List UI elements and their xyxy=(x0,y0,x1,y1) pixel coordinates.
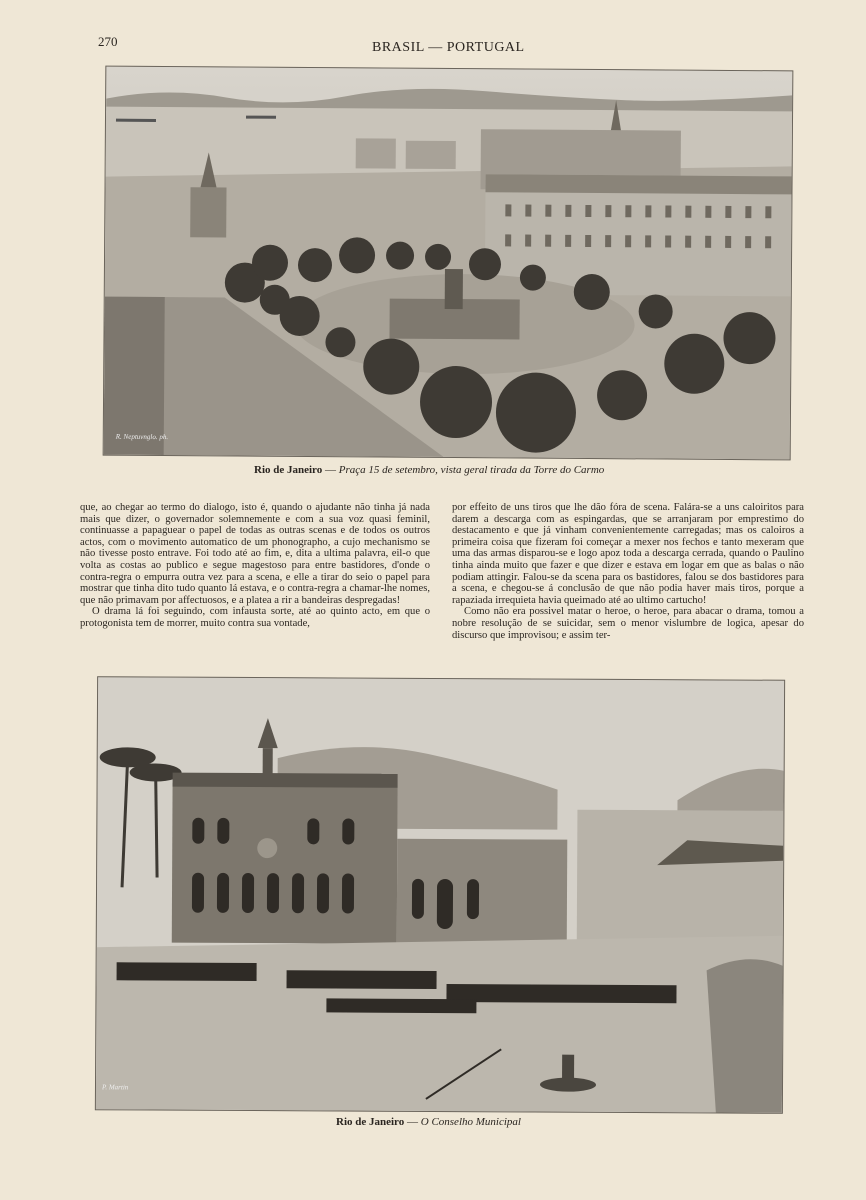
photo-signature: R. Neptuvnglo. ph. xyxy=(115,432,169,442)
caption-conselho xyxy=(336,1116,521,1128)
caption-place: Rio de Janeiro xyxy=(336,1116,405,1128)
caption-praca xyxy=(254,464,604,476)
photo-conselho-municipal xyxy=(95,676,785,1114)
article-column-left xyxy=(80,502,430,630)
running-title: BRASIL — PORTUGAL xyxy=(372,40,525,55)
photo-praca-15-de-setembro xyxy=(103,66,794,461)
paragraph: Como não era possivel matar o heroe, o heroe, para abacar o drama, tomou a nobre resolução de se suicidar, sem o menor vislumbre de logica, apesar do discurso que improvisou; e assim ter- xyxy=(452,606,804,641)
praca-illustration xyxy=(104,67,793,460)
caption-dash: — xyxy=(407,1116,421,1128)
caption-place: Rio de Janeiro xyxy=(254,464,323,476)
photo-signature: P. Martin xyxy=(101,1083,129,1092)
caption-description: Praça 15 de setembro, vista geral tirada da Torre do Carmo xyxy=(338,464,605,476)
caption-description: O Conselho Municipal xyxy=(420,1116,521,1128)
paragraph: que, ao chegar ao termo do dialogo, isto é, quando o ajudante não tinha já nada mais que dizer, o governador solemnemente e com a sua voz quasi feminil, continuasse a papaguear o papel de todas as outras scenas e de todos os outros actos, com o movimento automatico de um phonographo, a cujo mechanismo se não tivesse posto entrave. Foi todo até ao fim, e, dita a ultima palavra, eil-o que volta as costas ao publico e segue magestoso para entre bastidores, d'onde o contra-regra o empurra outra vez para a scena, e elle a tirar do seio o papel para mostrar que tinha dito tudo quanto lá estava, e o contra-regra a chamar-lhe nomes, que não primavam por affectuosos, e a platea a rir a bandeiras despregadas! xyxy=(80,502,430,606)
page-number: 270 xyxy=(98,34,118,49)
conselho-illustration xyxy=(96,677,784,1113)
paragraph: por effeito de uns tiros que lhe dão fóra de scena. Falára-se a uns caloiritos para darem a descarga com as espingardas, que se arranjaram por emprestimo do destacamento e que já vinham convenientemente carregadas; mas os caloiros a primeira coisa que fizeram foi começar a mexer nos fechos e tanto mexeram que uma das armas disparou-se e logo apoz toda a descarga cerrada, quando o Paulino tinha ainda muito que fazer e que dizer e estava em logar em que as balas o não podiam attingir. Falou-se da scena para os bastidores, falou se dos bastidores para a scena, e chegou-se á conclusão de que não podia haver mais tiros, porque a rapaziada irrequieta havia queimado até ao ultimo cartucho! xyxy=(452,502,804,606)
caption-dash: — xyxy=(325,464,339,476)
paragraph: O drama lá foi seguindo, com infausta sorte, até ao quinto acto, em que o protogonista tem de morrer, muito contra sua vontade, xyxy=(80,606,430,629)
article-column-right xyxy=(452,502,804,641)
